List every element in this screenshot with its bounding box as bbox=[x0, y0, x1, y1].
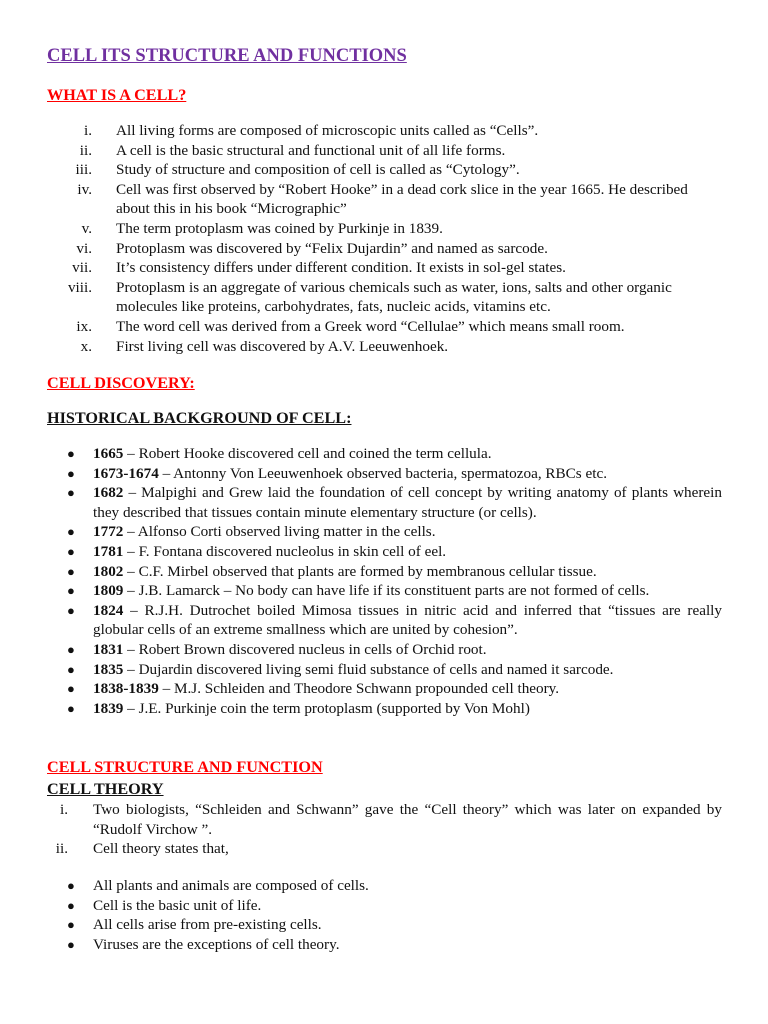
history-text: – F. Fontana discovered nucleolus in skin cell of eel. bbox=[123, 542, 447, 560]
item-text: All cells arise from pre-existing cells. bbox=[93, 916, 322, 934]
list-item bbox=[0, 699, 722, 719]
bullet-icon: ● bbox=[67, 543, 75, 559]
subheading-cell-theory: CELL THEORY bbox=[47, 780, 164, 798]
item-number: ii. bbox=[55, 840, 68, 858]
item-text: Protoplasm was discovered by “Felix Dujardin” and named as sarcode. bbox=[116, 239, 548, 257]
list-item bbox=[0, 180, 722, 219]
history-year: 1802 bbox=[93, 562, 124, 580]
section-heading-cell-structure: CELL STRUCTURE AND FUNCTION bbox=[47, 758, 323, 776]
section-heading-what-is-a-cell: WHAT IS A CELL? bbox=[47, 86, 187, 104]
history-text: – J.B. Lamarck – No body can have life if its constituent parts are not formed of cells. bbox=[123, 582, 650, 600]
list-item bbox=[0, 219, 722, 239]
history-year: 1835 bbox=[93, 660, 124, 678]
list-item bbox=[0, 839, 722, 859]
what-is-a-cell-list bbox=[0, 121, 722, 356]
list-item bbox=[0, 935, 722, 955]
item-number: ix. bbox=[76, 317, 92, 335]
list-item bbox=[0, 337, 722, 357]
item-text: First living cell was discovered by A.V. Leeuwenhoek. bbox=[116, 337, 449, 355]
bullet-icon: ● bbox=[67, 917, 75, 933]
history-text: – Dujardin discovered living semi fluid substance of cells and named it sarcode. bbox=[123, 660, 614, 678]
item-number: vii. bbox=[72, 259, 92, 277]
bullet-icon: ● bbox=[67, 602, 75, 618]
bullet-icon: ● bbox=[67, 485, 75, 501]
bullet-icon: ● bbox=[67, 936, 75, 952]
list-item bbox=[0, 464, 722, 484]
bullet-icon: ● bbox=[67, 641, 75, 657]
item-number: viii. bbox=[67, 278, 92, 296]
bullet-icon: ● bbox=[67, 661, 75, 677]
bullet-icon: ● bbox=[67, 524, 75, 540]
history-text: – Malpighi and Grew laid the foundation of cell concept by writing anatomy of plants wherein they described that tissues contain minute elementary structure (or cells). bbox=[93, 484, 722, 521]
history-text: – Alfonso Corti observed living matter in the cells. bbox=[123, 523, 436, 541]
list-item bbox=[0, 160, 722, 180]
list-item bbox=[0, 800, 722, 839]
history-text: – Antonny Von Leeuwenhoek observed bacteria, spermatozoa, RBCs etc. bbox=[158, 464, 608, 482]
list-item bbox=[0, 542, 722, 562]
history-text: – M.J. Schleiden and Theodore Schwann propounded cell theory. bbox=[158, 680, 560, 698]
section-heading-cell-discovery: CELL DISCOVERY: bbox=[47, 374, 195, 392]
list-item bbox=[0, 483, 722, 522]
list-item bbox=[0, 640, 722, 660]
item-number: i. bbox=[59, 801, 68, 818]
item-text: The term protoplasm was coined by Purkinje in 1839. bbox=[116, 219, 443, 237]
list-item bbox=[0, 522, 722, 542]
history-year: 1781 bbox=[93, 542, 124, 560]
bullet-icon: ● bbox=[67, 446, 75, 461]
item-text: Study of structure and composition of cell is called as “Cytology”. bbox=[116, 161, 520, 179]
list-item bbox=[0, 239, 722, 259]
history-year: 1673-1674 bbox=[93, 464, 159, 482]
item-text: Cell theory states that, bbox=[93, 840, 229, 858]
item-text: Cell was first observed by “Robert Hooke” in a dead cork slice in the year 1665. He described about this in his book “Micrographic” bbox=[116, 180, 688, 218]
list-item bbox=[0, 141, 722, 161]
history-year: 1809 bbox=[93, 582, 124, 600]
history-list bbox=[0, 444, 722, 718]
history-text: – J.E. Purkinje coin the term protoplasm (supported by Von Mohl) bbox=[123, 699, 530, 717]
item-number: vi. bbox=[76, 239, 92, 257]
list-item bbox=[0, 896, 722, 916]
list-item bbox=[0, 679, 722, 699]
subheading-historical-background: HISTORICAL BACKGROUND OF CELL: bbox=[47, 409, 352, 427]
item-number: iii. bbox=[75, 161, 92, 179]
list-item bbox=[0, 581, 722, 601]
list-item bbox=[0, 562, 722, 582]
history-year: 1839 bbox=[93, 699, 124, 717]
item-text: All plants and animals are composed of cells. bbox=[93, 877, 369, 894]
item-number: iv. bbox=[77, 180, 92, 198]
cell-theory-states-list bbox=[0, 876, 722, 954]
list-item bbox=[0, 317, 722, 337]
history-year: 1838-1839 bbox=[93, 680, 159, 698]
list-item bbox=[0, 444, 722, 464]
history-year: 1682 bbox=[93, 484, 124, 502]
history-text: – R.J.H. Dutrochet boiled Mimosa tissues in nitric acid and inferred that “tissues are really globular cells of an extreme smallness which are united by cohesion”. bbox=[93, 601, 722, 639]
history-year: 1665 bbox=[93, 445, 124, 462]
bullet-icon: ● bbox=[67, 681, 75, 697]
history-text: – Robert Hooke discovered cell and coined the term cellula. bbox=[123, 445, 492, 462]
item-number: x. bbox=[80, 337, 92, 355]
history-year: 1772 bbox=[93, 523, 124, 541]
list-item bbox=[0, 258, 722, 278]
list-item bbox=[0, 121, 722, 141]
item-number: v. bbox=[81, 219, 92, 237]
list-item bbox=[0, 876, 722, 896]
document-title: CELL ITS STRUCTURE AND FUNCTIONS bbox=[47, 46, 407, 66]
item-text: The word cell was derived from a Greek word “Cellulae” which means small room. bbox=[116, 317, 625, 335]
bullet-icon: ● bbox=[67, 563, 75, 579]
item-text: All living forms are composed of microscopic units called as “Cells”. bbox=[116, 122, 539, 139]
list-item bbox=[0, 660, 722, 680]
item-number: i. bbox=[83, 122, 92, 139]
bullet-icon: ● bbox=[67, 878, 75, 893]
list-item bbox=[0, 915, 722, 935]
history-year: 1824 bbox=[93, 601, 124, 619]
item-text: Viruses are the exceptions of cell theory. bbox=[93, 935, 340, 953]
history-year: 1831 bbox=[93, 640, 124, 658]
item-text: Cell is the basic unit of life. bbox=[93, 896, 262, 914]
item-text: It’s consistency differs under different condition. It exists in sol-gel states. bbox=[116, 259, 566, 277]
item-text: Protoplasm is an aggregate of various chemicals such as water, ions, salts and other organic molecules like proteins, carbohydrates, fats, nucleic acids, vitamins etc. bbox=[116, 278, 672, 316]
cell-theory-list bbox=[0, 800, 722, 859]
item-text: A cell is the basic structural and functional unit of all life forms. bbox=[116, 141, 506, 159]
list-item bbox=[0, 601, 722, 640]
history-text: – Robert Brown discovered nucleus in cells of Orchid root. bbox=[123, 640, 487, 658]
item-text: Two biologists, “Schleiden and Schwann” gave the “Cell theory” which was later on expanded by “Rudolf Virchow ”. bbox=[93, 801, 722, 838]
history-text: – C.F. Mirbel observed that plants are formed by membranous cellular tissue. bbox=[123, 562, 597, 580]
bullet-icon: ● bbox=[67, 465, 75, 481]
bullet-icon: ● bbox=[67, 897, 75, 913]
list-item bbox=[0, 278, 722, 317]
bullet-icon: ● bbox=[67, 583, 75, 599]
item-number: ii. bbox=[79, 141, 92, 159]
bullet-icon: ● bbox=[67, 700, 75, 716]
